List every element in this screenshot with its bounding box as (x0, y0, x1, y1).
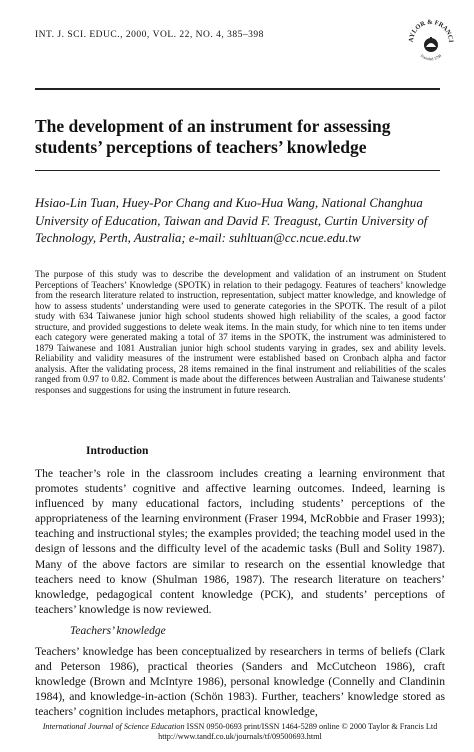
journal-abbrev: INT. J. SCI. EDUC. (35, 30, 121, 40)
footer-url[interactable]: http://www.tandf.co.uk/journals/tf/09500693.html (158, 731, 322, 741)
svg-text:Founded 1798 (420, 53, 442, 61)
logo-text-bottom: Founded 1798 (419, 53, 443, 62)
issue-number: 4 (216, 30, 222, 40)
top-rule (35, 88, 440, 90)
svg-text:TAYLOR & FRANCIS (404, 8, 454, 43)
number-label: NO. (195, 30, 214, 40)
title-rule (35, 170, 440, 171)
abstract: The purpose of this study was to describe the development and validation of an instrument on Student Perceptions of Teachers’ Knowledge (SPOTK) in relation to their pedagogy. Features of teachers’ knowledge from the research literature related to instruction, representation, subject matter knowledge, and knowledge of how to assess students’ understanding were used to generate categories in the SPOTK. The result of a pilot study with 634 Taiwanese junior high school students showed high reliability of the scales, a good factor structure, and provided suggestions to delete weak items. In the main study, for which nine to ten items under each category were generated making a total of 37 items in the SPOTK, the instrument was administered to 1879 Taiwanese and 1081 Australian junior high school students varying in grades, sex and ability levels. Reliability and validity measures of the instrument were established based on Cronbach alpha and factor analysis. After the validating process, 28 items remained in the final instrument and reliabilities of the scales ranged from 0.97 to 0.82. Comment is made about the differences between Australian and Taiwanese students’ responses and suggestions for using the instrument in future research. (35, 269, 446, 395)
author-block: Hsiao-Lin Tuan, Huey-Por Chang and Kuo-Hua Wang, National Changhua University of Education, Taiwan and David F. Treagust, Curtin University of Technology, Perth, Australia; e-mail: suhltuan@cc.ncue.edu.tw (35, 196, 428, 245)
footer-issn: ISSN 0950-0693 print/ISSN 1464-5289 online © 2000 Taylor & Francis Ltd (186, 722, 438, 731)
volume-number: 22 (179, 30, 190, 40)
logo-text-top: AYLOR & FRANCI (407, 18, 455, 43)
subsection-heading-teachers-knowledge: Teachers’ knowledge (70, 625, 166, 637)
page-footer (30, 722, 450, 741)
introduction-paragraph: The teacher’s role in the classroom includes creating a learning environment that promotes students’ cognitive and affective learning outcomes. Indeed, learning is influenced by many educational factors, including students’ perceptions of the appropriateness of the learning environment (Fraser 1994, McRobbie and Fraser 1993); teaching and instructional styles; the examples provided; the teaching model used in the design of lessons and the difficulty level of the academic tasks (Bull and Solity 1987). Many of the above factors are similar to research on the essential knowledge that teachers need to know (Shulman 1986, 1987). The research literature on teachers’ knowledge, pedagogical content knowledge (PCK), and students’ perceptions of teachers’ knowledge is now reviewed. (35, 467, 445, 616)
taylor-francis-logo-icon (404, 8, 458, 66)
article-title: The development of an instrument for assessing students’ perceptions of teachers’ knowledge (35, 116, 391, 157)
journal-year: 2000 (125, 30, 147, 40)
journal-header: INT. J. SCI. EDUC., 2000, VOL. 22, NO. 4, 385–398 (35, 30, 264, 40)
section-heading-introduction: Introduction (86, 445, 149, 457)
footer-journal-name: International Journal of Science Education (42, 722, 185, 731)
logo-lamp-icon (424, 37, 438, 52)
volume-label: VOL. (152, 30, 177, 40)
teachers-knowledge-paragraph: Teachers’ knowledge has been conceptualized by researchers in terms of beliefs (Clark and Peterson 1986), practical theories (Sanders and McCutcheon 1986), craft knowledge (Brown and McIntyre 1986), personal knowledge (Connelly and Clandinin 1984), and knowledge-in-action (Schön 1983). Further, teachers’ knowledge stored as teachers’ cognition includes metaphors, practical knowledge, (35, 645, 445, 719)
page-range: 385–398 (227, 30, 264, 40)
